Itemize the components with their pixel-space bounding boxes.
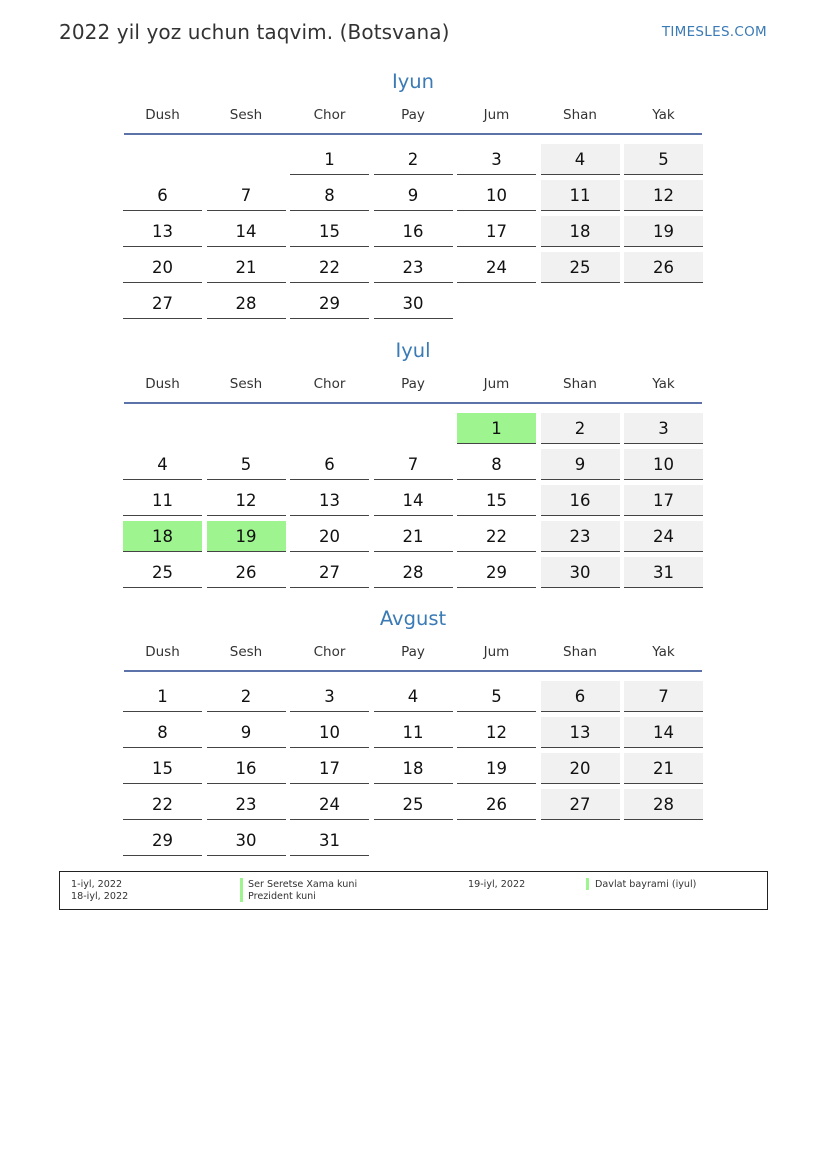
day-cell: 2 bbox=[541, 413, 620, 444]
weekday-label: Chor bbox=[313, 376, 346, 392]
day-cell: 20 bbox=[541, 753, 620, 784]
day-cell: 25 bbox=[541, 252, 620, 283]
day-cell: 1 bbox=[290, 144, 369, 175]
day-cell: 24 bbox=[457, 252, 536, 283]
day-cell: 6 bbox=[541, 681, 620, 712]
weekday-label: Dush bbox=[145, 644, 180, 660]
day-cell: 4 bbox=[541, 144, 620, 175]
day-cell: 28 bbox=[374, 557, 453, 588]
day-cell: 11 bbox=[541, 180, 620, 211]
day-cell: 20 bbox=[123, 252, 202, 283]
legend-color-bar bbox=[240, 878, 243, 890]
weekday-header-row bbox=[123, 644, 703, 664]
day-cell: 11 bbox=[374, 717, 453, 748]
legend-date: 19-iyl, 2022 bbox=[468, 879, 526, 890]
day-cell: 21 bbox=[374, 521, 453, 552]
day-cell: 30 bbox=[541, 557, 620, 588]
day-cell: 21 bbox=[624, 753, 703, 784]
legend-color-bar bbox=[240, 890, 243, 902]
day-cell: 17 bbox=[290, 753, 369, 784]
day-cell: 7 bbox=[374, 449, 453, 480]
weekday-label: Chor bbox=[313, 107, 346, 123]
day-cell: 19 bbox=[624, 216, 703, 247]
day-cell: 26 bbox=[457, 789, 536, 820]
day-cell: 8 bbox=[290, 180, 369, 211]
day-cell: 20 bbox=[290, 521, 369, 552]
day-cell: 9 bbox=[374, 180, 453, 211]
day-cell: 27 bbox=[123, 288, 202, 319]
weekday-label: Jum bbox=[483, 376, 510, 392]
holiday-day-cell: 19 bbox=[207, 521, 286, 552]
weekday-label: Pay bbox=[401, 376, 425, 392]
day-cell: 14 bbox=[374, 485, 453, 516]
weekday-label: Sesh bbox=[229, 107, 263, 123]
holiday-day-cell: 18 bbox=[123, 521, 202, 552]
day-cell: 16 bbox=[374, 216, 453, 247]
weekday-label: Sesh bbox=[229, 644, 263, 660]
header-divider bbox=[124, 402, 702, 404]
site-link[interactable]: TIMESLES.COM bbox=[661, 24, 767, 40]
day-cell: 30 bbox=[207, 825, 286, 856]
day-cell: 6 bbox=[123, 180, 202, 211]
day-cell: 13 bbox=[541, 717, 620, 748]
weekday-label: Chor bbox=[313, 644, 346, 660]
day-cell: 10 bbox=[457, 180, 536, 211]
weekday-label: Sesh bbox=[229, 376, 263, 392]
weekday-label: Pay bbox=[401, 107, 425, 123]
day-cell: 11 bbox=[123, 485, 202, 516]
day-cell: 15 bbox=[457, 485, 536, 516]
weekday-label: Yak bbox=[652, 644, 675, 660]
day-cell: 18 bbox=[541, 216, 620, 247]
day-cell: 13 bbox=[123, 216, 202, 247]
day-cell: 24 bbox=[290, 789, 369, 820]
legend-color-bar bbox=[586, 878, 589, 890]
day-cell: 14 bbox=[624, 717, 703, 748]
holiday-legend bbox=[59, 871, 768, 910]
day-cell: 10 bbox=[624, 449, 703, 480]
day-cell: 2 bbox=[374, 144, 453, 175]
day-cell: 19 bbox=[457, 753, 536, 784]
day-cell: 15 bbox=[123, 753, 202, 784]
weekday-label: Yak bbox=[652, 376, 675, 392]
legend-date: 1-iyl, 2022 bbox=[71, 879, 123, 890]
weekday-header-row bbox=[123, 107, 703, 127]
day-cell: 31 bbox=[290, 825, 369, 856]
day-cell: 9 bbox=[541, 449, 620, 480]
weekday-label: Pay bbox=[401, 644, 425, 660]
legend-name: Prezident kuni bbox=[248, 891, 316, 902]
holiday-day-cell: 1 bbox=[457, 413, 536, 444]
day-cell: 8 bbox=[457, 449, 536, 480]
legend-name: Ser Seretse Xama kuni bbox=[248, 879, 358, 890]
day-cell: 13 bbox=[290, 485, 369, 516]
day-cell: 14 bbox=[207, 216, 286, 247]
weekday-label: Dush bbox=[145, 376, 180, 392]
day-cell: 2 bbox=[207, 681, 286, 712]
month-title: Avgust bbox=[379, 607, 447, 630]
day-cell: 23 bbox=[541, 521, 620, 552]
day-cell: 12 bbox=[624, 180, 703, 211]
day-cell: 25 bbox=[374, 789, 453, 820]
day-cell: 7 bbox=[207, 180, 286, 211]
header-divider bbox=[124, 670, 702, 672]
day-cell: 3 bbox=[290, 681, 369, 712]
day-cell: 29 bbox=[123, 825, 202, 856]
month-title: Iyun bbox=[391, 70, 434, 93]
day-cell: 22 bbox=[290, 252, 369, 283]
day-cell: 24 bbox=[624, 521, 703, 552]
day-cell: 26 bbox=[207, 557, 286, 588]
legend-name: Davlat bayrami (iyul) bbox=[595, 879, 697, 890]
day-cell: 5 bbox=[624, 144, 703, 175]
day-cell: 4 bbox=[123, 449, 202, 480]
day-cell: 28 bbox=[624, 789, 703, 820]
weekday-label: Jum bbox=[483, 644, 510, 660]
day-cell: 3 bbox=[624, 413, 703, 444]
legend-date: 18-iyl, 2022 bbox=[71, 891, 129, 902]
day-cell: 28 bbox=[207, 288, 286, 319]
day-cell: 9 bbox=[207, 717, 286, 748]
weekday-label: Shan bbox=[563, 376, 597, 392]
day-cell: 23 bbox=[374, 252, 453, 283]
day-cell: 12 bbox=[207, 485, 286, 516]
day-cell: 7 bbox=[624, 681, 703, 712]
weekday-label: Dush bbox=[145, 107, 180, 123]
day-cell: 27 bbox=[541, 789, 620, 820]
day-cell: 17 bbox=[624, 485, 703, 516]
day-cell: 4 bbox=[374, 681, 453, 712]
day-cell: 22 bbox=[457, 521, 536, 552]
day-cell: 29 bbox=[457, 557, 536, 588]
day-cell: 26 bbox=[624, 252, 703, 283]
day-cell: 17 bbox=[457, 216, 536, 247]
month-title: Iyul bbox=[395, 339, 431, 362]
day-cell: 10 bbox=[290, 717, 369, 748]
day-cell: 25 bbox=[123, 557, 202, 588]
day-cell: 16 bbox=[207, 753, 286, 784]
header-divider bbox=[124, 133, 702, 135]
day-cell: 27 bbox=[290, 557, 369, 588]
day-cell: 5 bbox=[207, 449, 286, 480]
day-cell: 31 bbox=[624, 557, 703, 588]
day-cell: 16 bbox=[541, 485, 620, 516]
day-cell: 30 bbox=[374, 288, 453, 319]
weekday-label: Jum bbox=[483, 107, 510, 123]
weekday-label: Shan bbox=[563, 107, 597, 123]
page-title: 2022 yil yoz uchun taqvim. (Botsvana) bbox=[59, 20, 450, 44]
weekday-label: Shan bbox=[563, 644, 597, 660]
day-cell: 29 bbox=[290, 288, 369, 319]
day-cell: 22 bbox=[123, 789, 202, 820]
day-cell: 1 bbox=[123, 681, 202, 712]
day-cell: 18 bbox=[374, 753, 453, 784]
day-cell: 15 bbox=[290, 216, 369, 247]
weekday-label: Yak bbox=[652, 107, 675, 123]
day-cell: 3 bbox=[457, 144, 536, 175]
day-cell: 8 bbox=[123, 717, 202, 748]
day-cell: 12 bbox=[457, 717, 536, 748]
day-cell: 6 bbox=[290, 449, 369, 480]
day-cell: 5 bbox=[457, 681, 536, 712]
day-cell: 23 bbox=[207, 789, 286, 820]
day-cell: 21 bbox=[207, 252, 286, 283]
weekday-header-row bbox=[123, 376, 703, 396]
